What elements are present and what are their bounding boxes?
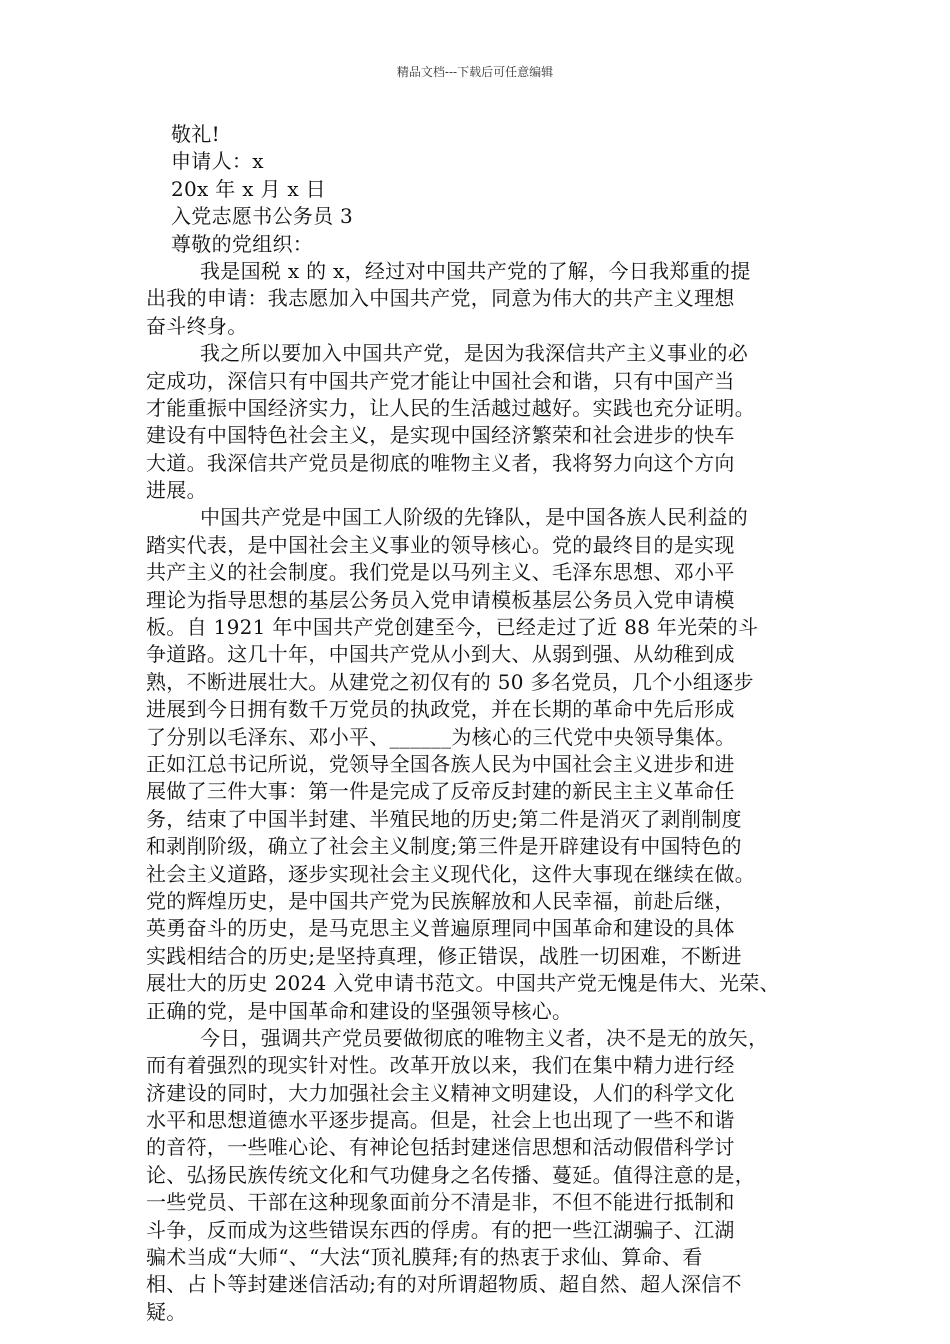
paragraph-line: 的音符，一些唯心论、有神论包括封建迷信思想和活动假借科学讨 — [146, 1135, 735, 1160]
paragraph-line: 大道。我深信共产党员是彻底的唯物主义者，我将努力向这个方向 — [146, 450, 735, 475]
paragraph-line: 中国共产党是中国工人阶级的先锋队，是中国各族人民利益的 — [200, 505, 749, 530]
paragraph-line: 熟，不断进展壮大。从建党之初仅有的 50 多名党员，几个小组逐步 — [146, 669, 754, 694]
paragraph-line: 正如江总书记所说，党领导全国各族人民为中国社会主义进步和进 — [146, 751, 735, 776]
paragraph-line: 进展到今日拥有数千万党员的执政党，并在长期的革命中先后形成 — [146, 697, 735, 722]
paragraph-line: 相、占卜等封建迷信活动;有的对所谓超物质、超自然、超人深信不 — [146, 1272, 742, 1297]
paragraph-line: 展做了三件大事：第一件是完成了反帝反封建的新民主主义革命任 — [146, 779, 735, 804]
paragraph-line: 实践相结合的历史;是坚持真理，修正错误，战胜一切困难，不断进 — [146, 943, 742, 968]
paragraph-line: 英勇奋斗的历史，是马克思主义普遍原理同中国革命和建设的具体 — [146, 916, 735, 941]
paragraph-line: 争道路。这几十年，中国共产党从小到大、从弱到强、从幼稚到成 — [146, 642, 735, 667]
paragraph-line: 踏实代表，是中国社会主义事业的领导核心。党的最终目的是实现 — [146, 532, 735, 557]
paragraph-line: 进展。 — [146, 478, 207, 503]
paragraph-line: 今日，强调共产党员要做彻底的唯物主义者，决不是无的放矢， — [200, 1025, 769, 1050]
document-body — [146, 121, 826, 1326]
paragraph-line: 济建设的同时，大力加强社会主义精神文明建设，人们的科学文化 — [146, 1080, 735, 1105]
paragraph-line: 定成功，深信只有中国共产党才能让中国社会和谐，只有中国产当 — [146, 368, 735, 393]
date-line: 20x 年 x 月 x 日 — [171, 176, 326, 201]
paragraph-line: 一些党员、干部在这种现象面前分不清是非，不但不能进行抵制和 — [146, 1190, 735, 1215]
paragraph-line: 共产主义的社会制度。我们党是以马列主义、毛泽东思想、邓小平 — [146, 560, 735, 585]
section-title: 入党志愿书公务员 3 — [171, 204, 354, 229]
paragraph-line: 论、弘扬民族传统文化和气功健身之名传播、蔓延。值得注意的是， — [146, 1162, 755, 1187]
paragraph-line: 和剥削阶级，确立了社会主义制度;第三件是开辟建设有中国特色的 — [146, 834, 742, 859]
paragraph-line: 水平和思想道德水平逐步提高。但是，社会上也出现了一些不和谐 — [146, 1108, 735, 1133]
paragraph-line: 了分别以毛泽东、邓小平、______为核心的三代党中央领导集体。 — [146, 724, 736, 749]
paragraph-line: 正确的党，是中国革命和建设的坚强领导核心。 — [146, 998, 573, 1023]
paragraph-line: 社会主义道路，逐步实现社会主义现代化，这件大事现在继续在做。 — [146, 861, 755, 886]
paragraph-2 — [146, 340, 826, 504]
paragraph-line: 奋斗终身。 — [146, 313, 248, 338]
paragraph-line: 建设有中国特色社会主义，是实现中国经济繁荣和社会进步的快车 — [146, 423, 735, 448]
closing-salute: 敬礼! — [171, 122, 220, 146]
paragraph-3 — [146, 504, 826, 1024]
paragraph-line: 斗争，反而成为这些错误东西的俘虏。有的把一些江湖骗子、江湖 — [146, 1217, 735, 1242]
paragraph-line: 疑。 — [146, 1299, 187, 1324]
paragraph-line: 而有着强烈的现实针对性。改革开放以来，我们在集中精力进行经 — [146, 1053, 735, 1078]
paragraph-4 — [146, 1025, 826, 1326]
greeting: 尊敬的党组织： — [171, 231, 314, 256]
applicant-line: 申请人：x — [171, 149, 264, 174]
paragraph-line: 才能重振中国经济实力，让人民的生活越过越好。实践也充分证明。 — [146, 395, 755, 420]
paragraph-line: 党的辉煌历史，是中国共产党为民族解放和人民幸福，前赴后继， — [146, 888, 735, 913]
paragraph-1 — [146, 258, 826, 340]
paragraph-line: 我之所以要加入中国共产党，是因为我深信共产主义事业的必 — [200, 341, 749, 366]
paragraph-line: 务，结束了中国半封建、半殖民地的历史;第二件是消灭了剥削制度 — [146, 806, 742, 831]
paragraph-line: 出我的申请：我志愿加入中国共产党，同意为伟大的共产主义理想 — [146, 286, 735, 311]
paragraph-line: 骗术当成“大师“、“大法“顶礼膜拜;有的热衷于求仙、算命、看 — [146, 1245, 703, 1270]
paragraph-line: 展壮大的历史 2024 入党申请书范文。中国共产党无愧是伟大、光荣、 — [146, 971, 780, 996]
paragraph-line: 理论为指导思想的基层公务员入党申请模板基层公务员入党申请模 — [146, 587, 735, 612]
paragraph-line: 板。自 1921 年中国共产党创建至今，已经走过了近 88 年光荣的斗 — [146, 615, 759, 640]
page-header: 精品文档---下载后可任意编辑 — [396, 65, 554, 79]
paragraph-line: 我是国税 x 的 x，经过对中国共产党的了解，今日我郑重的提 — [200, 258, 751, 283]
